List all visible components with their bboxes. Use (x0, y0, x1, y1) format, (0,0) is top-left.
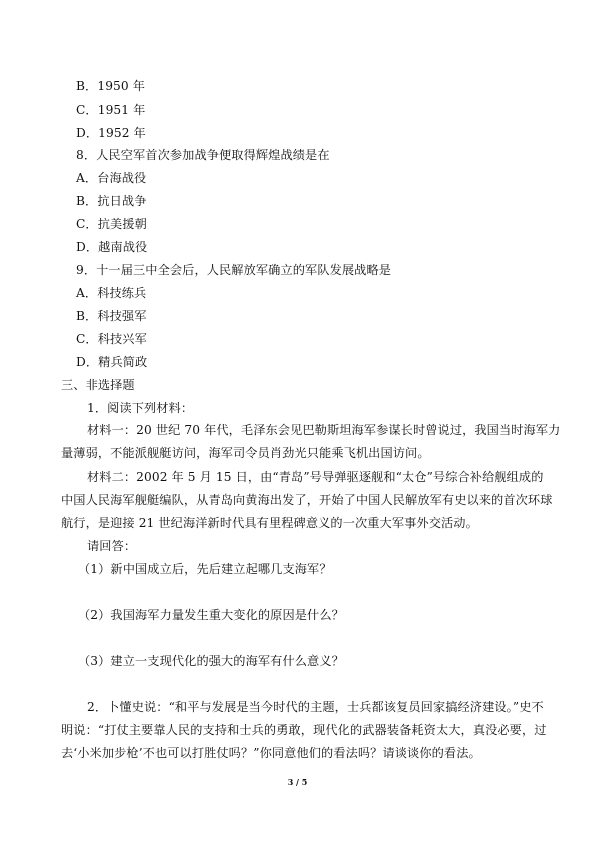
sub-question-3: （3）建立一支现代化的强大的海军有什么意义？ (78, 654, 344, 668)
q9-stem: 9．十一届三中全会后，人民解放军确立的军队发展战略是 (76, 263, 392, 277)
q9-option-c: C．科技兴军 (76, 332, 147, 346)
material2-line3: 航行，是迎接 21 世纪海洋新时代具有里程碑意义的一次重大军事外交活动。 (61, 516, 478, 530)
q2-line2: 明说：“打仗主要靠人民的支持和士兵的勇敢，现代化的武器装备耗资太大，真没必要，过 (61, 723, 547, 737)
q8-option-b: B．抗日战争 (76, 194, 147, 208)
q1-intro: 1．阅读下列材料： (87, 401, 194, 415)
sub-question-2: （2）我国海军力量发生重大变化的原因是什么？ (78, 608, 344, 622)
q8-stem: 8．人民空军首次参加战争便取得辉煌战绩是在 (76, 148, 330, 162)
q2-line3: 去‘小米加步枪’不也可以打胜仗吗？”你同意他们的看法吗？请谈谈你的看法。 (61, 746, 481, 760)
q8-option-c: C．抗美援朝 (76, 217, 147, 231)
page-number: 3 / 5 (287, 777, 308, 787)
answer-prompt: 请回答： (87, 539, 137, 553)
q2-line1: 2．卜懂史说：“和平与发展是当今时代的主题，士兵都该复员回家搞经济建设。”史不 (87, 700, 544, 714)
material1-line1: 材料一：20 世纪 70 年代，毛泽东会见巴勒斯坦海军参谋长时曾说过，我国当时海军力 (87, 423, 561, 437)
material1-line2: 量薄弱，不能派舰艇访问，海军司令员肖劲光只能乘飞机出国访问。 (61, 446, 430, 460)
q7-option-d: D．1952 年 (76, 126, 146, 140)
q9-option-a: A．科技练兵 (76, 286, 147, 300)
q9-option-d: D．精兵简政 (76, 355, 148, 369)
q7-option-b: B．1950 年 (76, 79, 146, 93)
q8-option-d: D．越南战役 (76, 240, 148, 254)
section-heading: 三、非选择题 (61, 378, 135, 392)
sub-question-1: （1）新中国成立后，先后建立起哪几支海军？ (78, 562, 332, 576)
q8-option-a: A．台海战役 (76, 171, 147, 185)
q7-option-c: C．1951 年 (76, 103, 146, 117)
material2-line2: 中国人民海军舰艇编队，从青岛向黄海出发了，开始了中国人民解放军有史以来的首次环球 (61, 493, 553, 507)
q9-option-b: B．科技强军 (76, 309, 147, 323)
material2-line1: 材料二：2002 年 5 月 15 日，由“青岛”号导弹驱逐舰和“太仓”号综合补给舰组成的 (87, 470, 544, 484)
